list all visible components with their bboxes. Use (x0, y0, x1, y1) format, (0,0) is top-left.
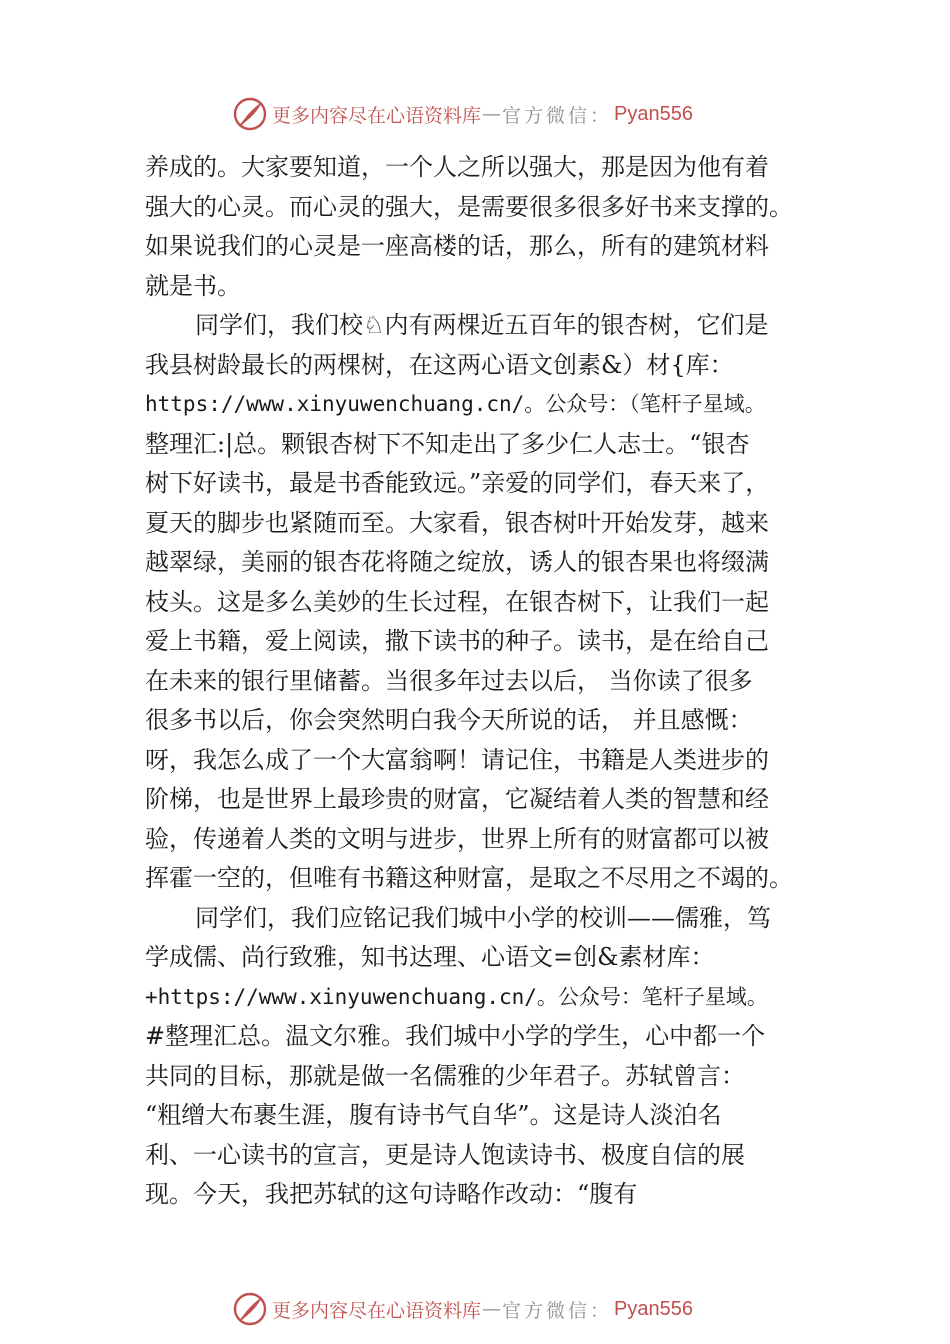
text-line: 挥霍一空的，但唯有书籍这种财富，是取之不尽用之不竭的。 (145, 864, 793, 892)
quill-logo-icon (232, 1291, 268, 1327)
text-line: 爱上书籍，爱上阅读，撒下读书的种子。读书，是在给自己 (145, 627, 769, 655)
text-line: 在未来的银行里储蓄。当很多年过去以后， 当你读了很多 (145, 666, 753, 695)
text-line: 整理汇:|总。颗银杏树下不知走出了多少仁人志士。“银杏 (145, 429, 750, 458)
banner-wechat-id: Pyan556 (614, 102, 693, 125)
text-line: 共同的目标，那就是做一名儒雅的少年君子。苏轼曾言： (145, 1061, 745, 1090)
banner-dash: — (482, 103, 502, 125)
text-line: 呀，我怎么成了一个大富翁啊！请记住，书籍是人类进步的 (145, 745, 769, 774)
banner-wechat-id: Pyan556 (614, 1297, 693, 1320)
text-line: 越翠绿，美丽的银杏花将随之绽放，诱人的银杏果也将缀满 (145, 548, 769, 576)
quill-logo-icon (232, 96, 268, 132)
text-line: 利、一心读书的宣言，更是诗人饱读诗书、极度自信的展 (145, 1140, 745, 1169)
header-banner (232, 94, 693, 134)
text-line: 养成的。大家要知道，一个人之所以强大，那是因为他有着 (145, 153, 769, 181)
text-line: 强大的心灵。而心灵的强大，是需要很多很多好书来支撑的。 (145, 192, 793, 221)
text-line: #整理汇总。温文尔雅。我们城中小学的学生，心中都一个 (145, 1022, 766, 1050)
text-line: 阶梯，也是世界上最珍贵的财富，它凝结着人类的智慧和经 (145, 785, 769, 813)
text-line: https://www.xinyuwenchuang.cn/。公众号：（笔杆子星域。 (145, 392, 766, 416)
banner-title: 更多内容尽在心语资料库 (272, 104, 482, 127)
banner-wechat-label: 官方微信： (502, 1299, 613, 1322)
text-line: +https://www.xinyuwenchuang.cn/。公众号：笔杆子星域。 (145, 984, 768, 1009)
banner-title: 更多内容尽在心语资料库 (272, 1299, 482, 1322)
text-line: 夏天的脚步也紧随而至。大家看，银杏树叶开始发芽，越来 (145, 508, 769, 537)
text-line: 如果说我们的心灵是一座高楼的话，那么，所有的建筑材料 (145, 232, 769, 260)
text-line: 就是书。 (145, 271, 241, 300)
banner-wechat-label: 官方微信： (502, 104, 613, 127)
text-line: “粗缯大布裹生涯，腹有诗书气自华”。这是诗人淡泊名 (145, 1101, 722, 1129)
text-line: 现。今天，我把苏轼的这句诗略作改动：“腹有 (145, 1180, 638, 1208)
text-line: 验，传递着人类的文明与进步，世界上所有的财富都可以被 (145, 824, 769, 853)
paragraph-start-line: 同学们，我们应铭记我们城中小学的校训——儒雅，笃 (195, 903, 771, 932)
text-line: 我县树龄最长的两棵树，在这两心语文创素&）材{库： (145, 350, 734, 379)
banner-dash: — (482, 1298, 502, 1320)
text-line: 树下好读书，最是书香能致远。”亲爱的同学们，春天来了， (145, 469, 770, 497)
paragraph-start-line: 同学们，我们校♘内有两棵近五百年的银杏树，它们是 (195, 311, 769, 339)
document-body (145, 148, 835, 1215)
footer-banner (232, 1289, 693, 1329)
text-line: 很多书以后，你会突然明白我今天所说的话， 并且感慨： (145, 706, 753, 734)
text-line: 枝头。这是多么美妙的生长过程，在银杏树下，让我们一起 (145, 587, 769, 616)
text-line: 学成儒、尚行致雅，知书达理、心语文=创&素材库： (145, 943, 715, 971)
